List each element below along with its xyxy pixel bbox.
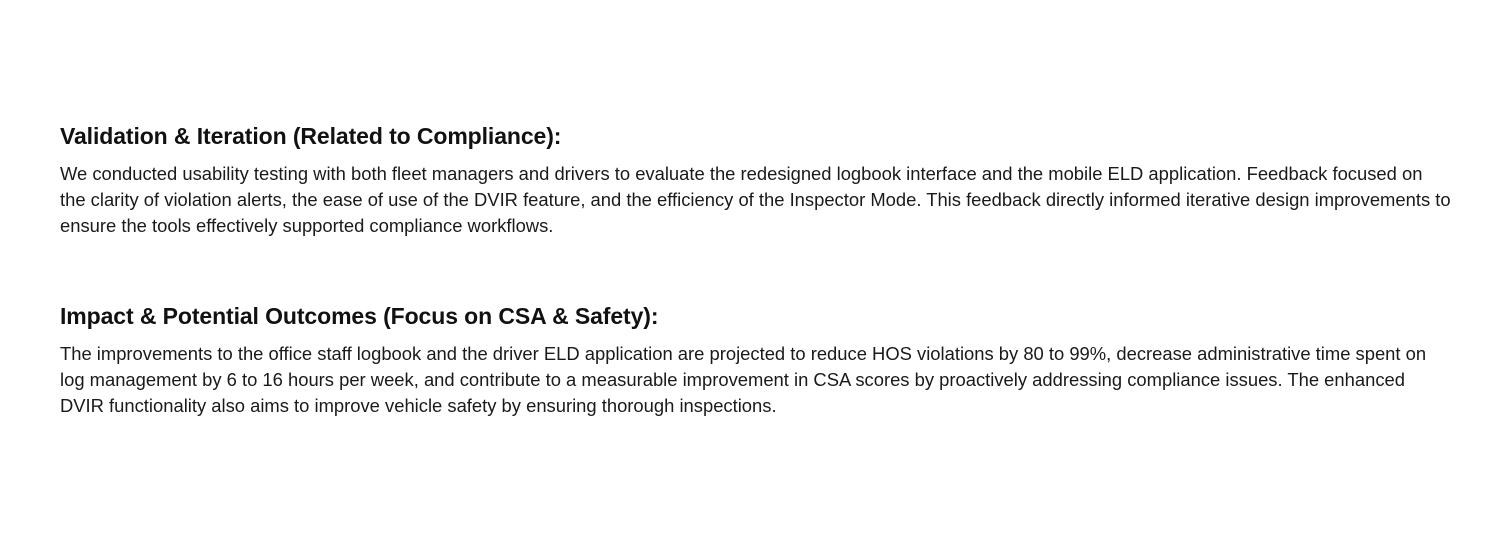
validation-iteration-section — [60, 121, 1452, 239]
section-paragraph: We conducted usability testing with both fleet managers and drivers to evaluate the redesigned logbook interface and the mobile ELD application. Feedback focused on the clarity of violation alerts, the ease of use of the DVIR feature, and the efficiency of the Inspector Mode. This feedback directly informed iterative design improvements to ensure the tools effectively supported compliance workflows. — [60, 163, 1451, 236]
impact-outcomes-section — [60, 301, 1452, 419]
section-heading: Impact & Potential Outcomes (Focus on CSA & Safety): — [60, 303, 659, 329]
section-paragraph: The improvements to the office staff logbook and the driver ELD application are projected to reduce HOS violations by 80 to 99%, decrease administrative time spent on log management by 6 to 16 hours per week, and contribute to a measurable improvement in CSA scores by proactively addressing compliance issues. The enhanced DVIR functionality also aims to improve vehicle safety by ensuring thorough inspections. — [60, 343, 1427, 416]
section-heading: Validation & Iteration (Related to Compliance): — [60, 123, 562, 149]
